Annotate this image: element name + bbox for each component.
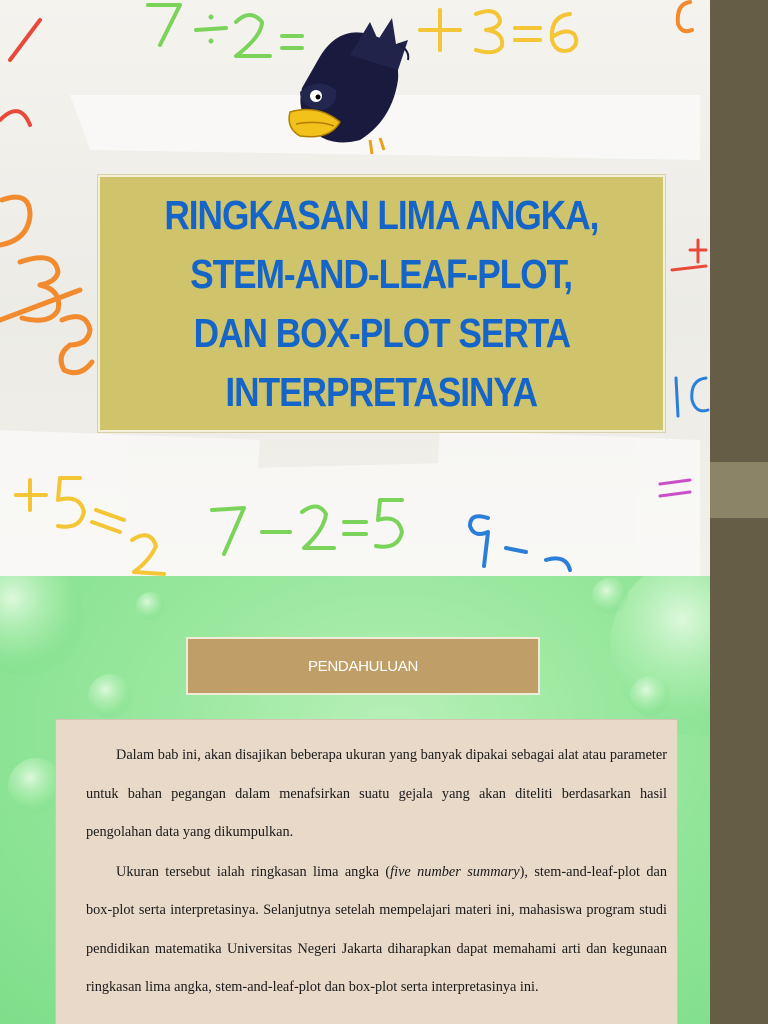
section-header-label: PENDAHULUAN bbox=[307, 657, 419, 675]
rail-tab[interactable] bbox=[710, 462, 768, 518]
paragraph-1: Dalam bab ini, akan disajikan beberapa ukuran yang banyak dipakai sebagai alat atau parameter untuk bahan pegangan dalam menafsirkan suatu gejala yang akan diteliti berdasarkan hasil pengolahan data yang dikumpulkan. bbox=[86, 747, 667, 840]
intro-slide bbox=[0, 576, 710, 1024]
title-line-2: STEM-AND-LEAF-PLOT, bbox=[190, 250, 573, 297]
title-line-1: RINGKASAN LIMA ANGKA, bbox=[164, 191, 599, 238]
title-line-4: INTERPRETASINYA bbox=[225, 368, 538, 415]
title-line-3: DAN BOX-PLOT SERTA bbox=[193, 309, 570, 356]
section-header-box bbox=[186, 637, 540, 695]
title-box bbox=[98, 175, 665, 432]
paragraph-2-italic: five number summary bbox=[390, 863, 520, 880]
paragraph-2-part-2: ), stem-and-leaf-plot dan box-plot serta interpretasinya. Selanjutnya setelah mempelajari materi ini, mahasiswa program studi pendidikan matematika Universitas Negeri Jakarta diharapkan dapat memahami arti dan kegunaan ringkasan lima angka, stem-and-leaf-plot dan box-plot serta interpretasinya ini. bbox=[86, 863, 667, 995]
content-box bbox=[55, 719, 678, 1024]
paragraph-2-part-1: Ukuran tersebut ialah ringkasan lima angka ( bbox=[116, 863, 391, 880]
paragraph-2 bbox=[86, 853, 667, 1007]
